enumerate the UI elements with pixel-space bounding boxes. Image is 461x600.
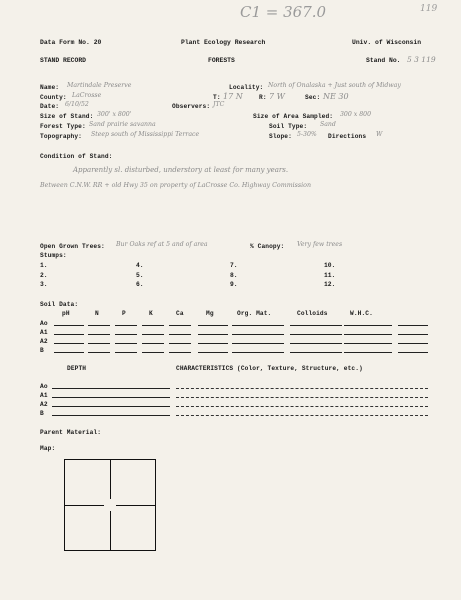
- soil-data-label: Soil Data:: [40, 301, 79, 308]
- county-value: LaCrosse: [72, 92, 102, 99]
- stump-11: 11.: [324, 272, 336, 279]
- soil-col-ca: Ca: [176, 310, 184, 317]
- depth-entry-line: [52, 415, 170, 416]
- soil-row-a1: A1: [40, 329, 48, 336]
- stump-9: 9.: [230, 281, 238, 288]
- stump-6: 6.: [136, 281, 144, 288]
- soil-col-k: K: [149, 310, 153, 317]
- stump-8: 8.: [230, 272, 238, 279]
- soil-entry-line: [290, 325, 342, 326]
- soil-entry-line: [232, 343, 284, 344]
- soil-entry-line: [198, 352, 228, 353]
- soil-row-ao: Ao: [40, 320, 48, 327]
- soil-entry-line: [398, 343, 428, 344]
- stumps-label: Stumps:: [40, 252, 67, 259]
- soil-entry-line: [54, 352, 84, 353]
- page-annotation: 119: [420, 4, 438, 14]
- soil-entry-line: [232, 352, 284, 353]
- depth-row-ao: Ao: [40, 383, 48, 390]
- soil-entry-line: [142, 325, 164, 326]
- stump-1: 1.: [40, 262, 48, 269]
- open-trees-label: Open Grown Trees:: [40, 243, 105, 250]
- soil-entry-line: [232, 334, 284, 335]
- condition-label: Condition of Stand:: [40, 153, 113, 160]
- soil-entry-line: [169, 352, 191, 353]
- map-label: Map:: [40, 445, 56, 452]
- record-title: STAND RECORD: [40, 57, 87, 64]
- catalog-annotation: C1 = 367.0: [240, 3, 327, 21]
- township-value: 17 N: [223, 92, 243, 101]
- stump-4: 4.: [136, 262, 144, 269]
- soil-entry-line: [88, 343, 110, 344]
- stand-size-value: 300' x 800': [97, 111, 132, 118]
- form-number: Data Form No. 20: [40, 39, 102, 46]
- area-sampled-value: 300 x 800: [340, 111, 372, 118]
- soil-entry-line: [142, 334, 164, 335]
- stump-3: 3.: [40, 281, 48, 288]
- section-value: NE 30: [323, 92, 349, 101]
- soil-entry-line: [88, 352, 110, 353]
- soil-entry-line: [290, 343, 342, 344]
- depth-row-a1: A1: [40, 392, 48, 399]
- soil-entry-line: [54, 343, 84, 344]
- condition-line-1: Apparently sl. disturbed, understory at least for many years.: [73, 166, 289, 174]
- forest-type-value: Sand prairie savanna: [89, 121, 156, 128]
- stump-12: 12.: [324, 281, 336, 288]
- depth-label: DEPTH: [67, 365, 87, 372]
- soil-entry-line: [290, 334, 342, 335]
- soil-entry-line: [115, 325, 137, 326]
- soil-entry-line: [398, 352, 428, 353]
- directions-value: W: [376, 131, 383, 138]
- depth-row-b: B: [40, 410, 44, 417]
- topography-value: Steep south of Mississippi Terrace: [91, 131, 200, 138]
- date-label: Date:: [40, 103, 60, 110]
- forest-type-label: Forest Type:: [40, 123, 86, 130]
- soil-row-a2: A2: [40, 338, 48, 345]
- soil-entry-line: [88, 325, 110, 326]
- soil-row-b: B: [40, 347, 44, 354]
- soil-entry-line: [54, 334, 84, 335]
- soil-entry-line: [169, 343, 191, 344]
- stand-number-value: 5 3 119: [407, 55, 436, 64]
- township-label: T:: [213, 94, 221, 101]
- topography-label: Topography:: [40, 133, 82, 140]
- range-value: 7 W: [269, 92, 285, 101]
- soil-entry-line: [198, 325, 228, 326]
- slope-value: 5-30%: [297, 131, 317, 138]
- characteristics-entry-line: [176, 388, 428, 389]
- soil-entry-line: [115, 352, 137, 353]
- soil-col-org-mat: Org. Mat.: [237, 310, 272, 317]
- soil-entry-line: [198, 334, 228, 335]
- soil-entry-line: [54, 325, 84, 326]
- characteristics-entry-line: [176, 415, 428, 416]
- soil-entry-line: [142, 352, 164, 353]
- section-label: Sec:: [305, 94, 321, 101]
- area-sampled-label: Size of Area Sampled:: [253, 113, 334, 120]
- soil-col-n: N: [95, 310, 99, 317]
- soil-entry-line: [115, 343, 137, 344]
- soil-entry-line: [115, 334, 137, 335]
- section-title: FORESTS: [208, 57, 235, 64]
- stump-2: 2.: [40, 272, 48, 279]
- stump-7: 7.: [230, 262, 238, 269]
- date-value: 6/10/52: [65, 101, 89, 108]
- characteristics-entry-line: [176, 397, 428, 398]
- directions-label: Directions: [328, 133, 367, 140]
- department: Plant Ecology Research: [181, 39, 266, 46]
- soil-entry-line: [169, 325, 191, 326]
- soil-entry-line: [169, 334, 191, 335]
- soil-entry-line: [142, 343, 164, 344]
- parent-material-label: Parent Material:: [40, 429, 102, 436]
- county-label: County:: [40, 94, 67, 101]
- stump-5: 5.: [136, 272, 144, 279]
- depth-entry-line: [52, 397, 170, 398]
- soil-col-colloids: Colloids: [297, 310, 328, 317]
- range-label: R:: [259, 94, 267, 101]
- stump-10: 10.: [324, 262, 336, 269]
- soil-entry-line: [290, 352, 342, 353]
- soil-col-p: P: [122, 310, 126, 317]
- canopy-value: Very few trees: [297, 241, 343, 248]
- depth-entry-line: [52, 406, 170, 407]
- characteristics-label: CHARACTERISTICS (Color, Texture, Structure, etc.): [176, 365, 363, 372]
- soil-col-mg: Mg: [206, 310, 214, 317]
- soil-entry-line: [344, 343, 392, 344]
- soil-type-value: Sand: [320, 121, 336, 128]
- soil-col-ph: pH: [62, 310, 70, 317]
- depth-row-a2: A2: [40, 401, 48, 408]
- soil-entry-line: [198, 343, 228, 344]
- soil-entry-line: [344, 352, 392, 353]
- locality-label: Locality:: [229, 84, 264, 91]
- observers-value: JTC: [213, 101, 225, 108]
- depth-entry-line: [52, 388, 170, 389]
- soil-entry-line: [88, 334, 110, 335]
- name-value: Martindale Preserve: [67, 82, 132, 89]
- characteristics-entry-line: [176, 406, 428, 407]
- soil-type-label: Soil Type:: [269, 123, 308, 130]
- condition-line-2: Between C.N.W. RR + old Hwy 35 on property of LaCrosse Co. Highway Commission: [40, 182, 312, 189]
- university: Univ. of Wisconsin: [352, 39, 422, 46]
- soil-entry-line: [398, 325, 428, 326]
- map-grid: [64, 459, 156, 551]
- soil-entry-line: [232, 325, 284, 326]
- stand-size-label: Size of Stand:: [40, 113, 94, 120]
- canopy-label: % Canopy:: [250, 243, 285, 250]
- soil-col-whc: W.H.C.: [350, 310, 373, 317]
- open-trees-value: Bur Oaks ref at 5 and of area: [116, 241, 208, 248]
- soil-entry-line: [344, 325, 392, 326]
- soil-entry-line: [344, 334, 392, 335]
- map-center-gap-vertical: [107, 499, 113, 511]
- locality-value: North of Onalaska + Just south of Midway: [268, 82, 401, 89]
- name-label: Name:: [40, 84, 60, 91]
- slope-label: Slope:: [269, 133, 292, 140]
- observers-label: Observers:: [172, 103, 211, 110]
- stand-number-label: Stand No.: [366, 57, 401, 64]
- soil-entry-line: [398, 334, 428, 335]
